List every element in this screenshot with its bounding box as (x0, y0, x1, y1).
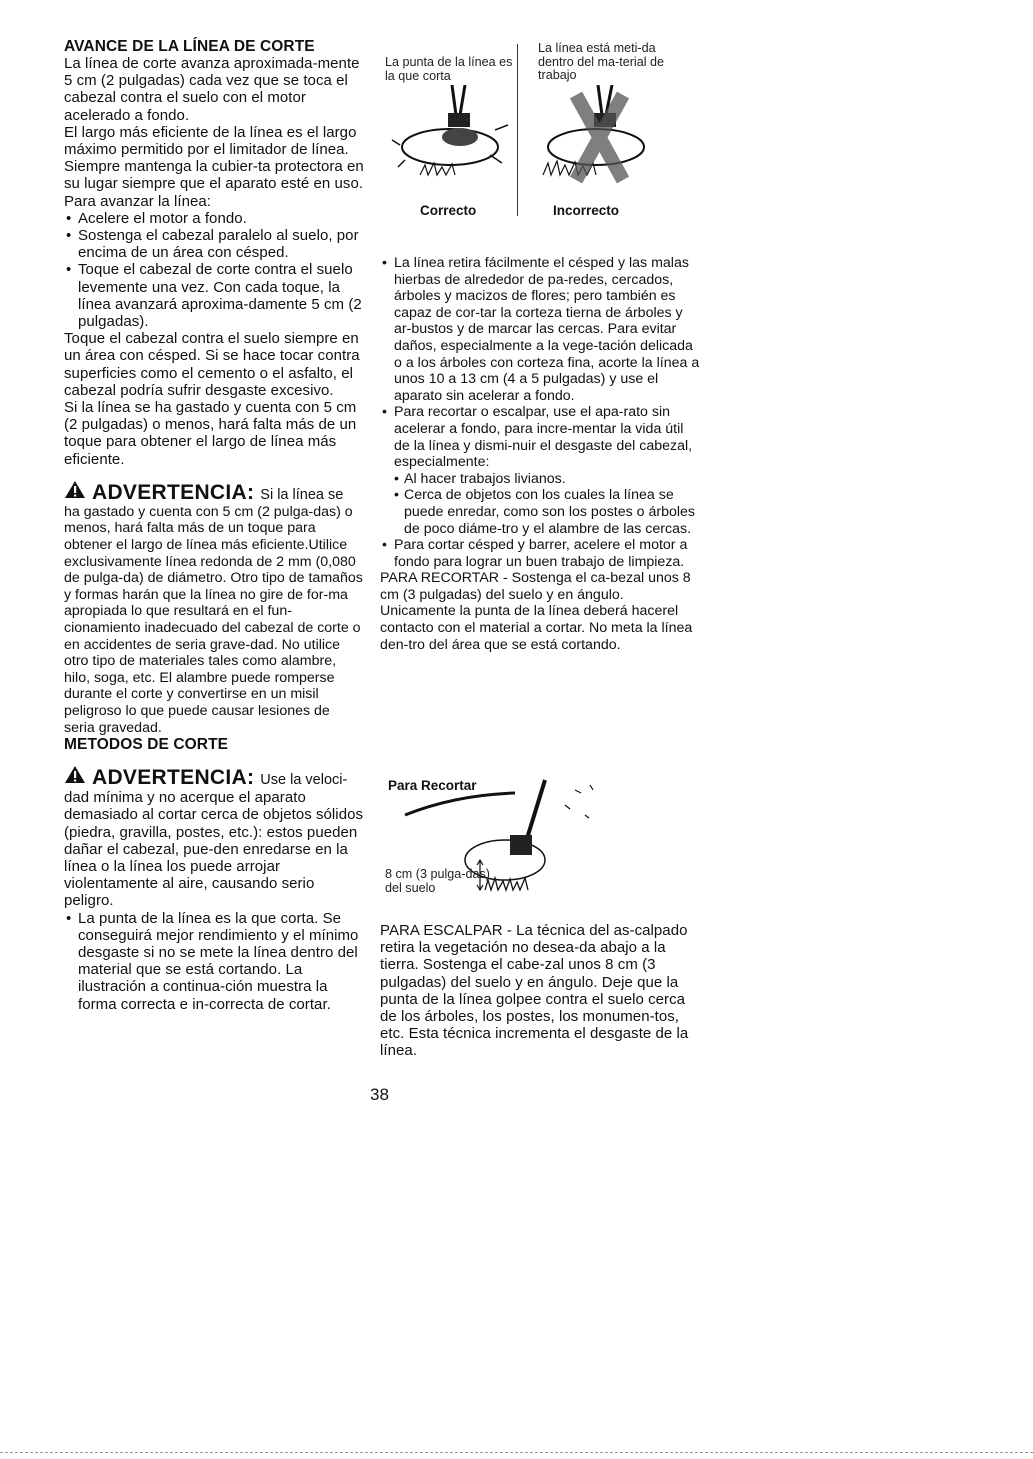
list-item: • La línea retira fácilmente el césped y las malas hierbas de alrededor de pa-redes, cercados, árboles y macizos de flores; pero también es capaz de cor-tar la corteza tierna de árboles y ar-bustos y de marcar las cercas. Para evitar daños, especialmente a la vege-tación delicada o a los árboles con corteza fina, acorte la línea a unos 10 a 13 cm (4 a 5 pulgadas) y use el aparato sin acelerar a fondo. (380, 255, 700, 404)
page-edge-divider (0, 1452, 1033, 1453)
right-column (380, 255, 700, 653)
list-item: • Para recortar o escalpar, use el apa-rato sin acelerar a fondo, para incre-mentar la vida útil de la línea y dismi-nuir el desgaste del cabezal, especialmente: (380, 404, 700, 470)
caption-correct: Correcto (420, 203, 477, 218)
height-label: 8 cm (3 pulga-das) del suelo (385, 867, 490, 895)
bullet-list (380, 537, 700, 570)
list-item: • Cerca de objetos con los cuales la línea se puede enredar, como son los postes o árboles de poco diáme-tro y el alambre de las cercas. (392, 487, 700, 537)
list-item: • La punta de la línea es la que corta. Se conseguirá mejor rendimiento y el mínimo desgaste si no se mete la línea dentro del material que se está cortando. La ilustración a continua-ción muestra la forma correcta e in-correcta de cortar. (64, 910, 364, 1013)
figure-title: Para Recortar (388, 778, 477, 793)
list-item: • Toque el cabezal de corte contra el suelo levemente una vez. Con cada toque, la línea avanzará aproxima-damente 5 cm (2 pulgadas). (64, 261, 364, 330)
warning-heading (64, 480, 364, 504)
paragraph: El largo más eficiente de la línea es el largo máximo permitido por el limitador de línea. Siempre mantenga la cubier-ta protectora en su lugar siempre que el aparato esté en uso. (64, 123, 364, 193)
warning-body: ha gastado y cuenta con 5 cm (2 pulga-das) o menos, hará falta más de un toque para obtener el largo de línea más eficiente.Utilice exclusivamente línea redonda de 2 mm (0,080 de pulga-da) de diámetro. Otro tipo de tamaños y formas harán que la línea no gire de for-ma apropiada lo que resultará en el fun-cionamiento inadecuado del cabezal de corte o en accidentes de seria grave-dad. No utilice otro tipo de materiales tales como alambre, hilo, soga, etc. El alambre puede romperse durante el corte y convertirse en un misil peligroso lo que puede causar lesiones de seria gravedad. (64, 503, 363, 736)
paragraph-recortar: PARA RECORTAR - Sostenga el ca-bezal unos 8 cm (3 pulgadas) del suelo y en ángulo. Unicamente la punta de la línea deberá hacerel contacto con el material a cortar. No meta la línea den-tro del área que se está cortando. (380, 570, 693, 653)
trimming-figure (385, 775, 625, 905)
paragraph: Toque el cabezal contra el suelo siempre en un área con césped. Si se hace tocar contra superficies como el cemento o el asfalto, el cabezal podría sufrir desgaste excesivo. (64, 330, 360, 399)
paragraph: La línea de corte avanza aproximada-mente 5 cm (2 pulgadas) cada vez que se toca el cabezal contra el suelo con el motor acelerado a fondo. (64, 55, 360, 124)
warning-label: ADVERTENCIA: (92, 766, 255, 790)
correct-cut-illustration (390, 85, 515, 195)
list-item: • Sostenga el cabezal paralelo al suelo, por encima de un área con césped. (64, 227, 364, 261)
left-column (64, 38, 364, 1013)
paragraph-escalpar: PARA ESCALPAR - La técnica del as-calpado retira la vegetación no desea-da abajo a la tierra. Sostenga el cabe-zal unos 8 cm (3 pulgadas) del suelo y en ángulo. Deje que la punta de la línea golpee contra el suelo cerca de los árboles, los postes, los monumen-tos, etc. Esta técnica incrementa el desgaste de la línea. (380, 922, 689, 1060)
section-heading-avance: AVANCE DE LA LÍNEA DE CORTE (64, 38, 315, 55)
warning-label: ADVERTENCIA: (92, 480, 255, 504)
page-number: 38 (370, 1085, 389, 1104)
figure-label-right: La línea está meti-da dentro del ma-terial de trabajo (538, 41, 665, 82)
warning-triangle-icon (64, 765, 86, 784)
x-mark-icon (576, 95, 623, 180)
warning-body: dad mínima y no acerque el aparato demasiado al cortar cerca de objetos sólidos (piedra, gravilla, postes, etc.): estos pueden dañar el cabezal, pue-den enredarse en la línea o la línea los puede arrojar violentamente al aire, causando serio peligro. (64, 789, 364, 910)
list-item: • Al hacer trabajos livianos. (392, 471, 700, 488)
warning-lead-text: Si la línea se (260, 486, 344, 503)
incorrect-cut-illustration (528, 85, 668, 195)
figure-divider (517, 44, 518, 216)
warning-heading (64, 765, 364, 789)
warning-triangle-icon (64, 480, 86, 499)
paragraph: Para avanzar la línea: (64, 192, 212, 210)
list-item: • Para cortar césped y barrer, acelere el motor a fondo para lograr un buen trabajo de limpieza. (380, 537, 700, 570)
section-heading-metodos: METODOS DE CORTE (64, 736, 229, 754)
cutting-figure (380, 40, 680, 225)
bullet-list (64, 910, 364, 1013)
right-column-lower (380, 922, 700, 1060)
bullet-list (380, 255, 700, 471)
figure-label-left: La punta de la línea es la que corta (385, 55, 513, 83)
warning-lead-text: Use la veloci- (260, 772, 348, 789)
caption-incorrect: Incorrecto (553, 203, 620, 218)
bullet-list (64, 210, 364, 330)
sub-bullet-list (392, 471, 700, 537)
paragraph: Si la línea se ha gastado y cuenta con 5 cm (2 pulgadas) o menos, hará falta más de un toque para obtener el largo de línea más eficiente. (64, 399, 357, 468)
list-item: • Acelere el motor a fondo. (64, 210, 364, 227)
